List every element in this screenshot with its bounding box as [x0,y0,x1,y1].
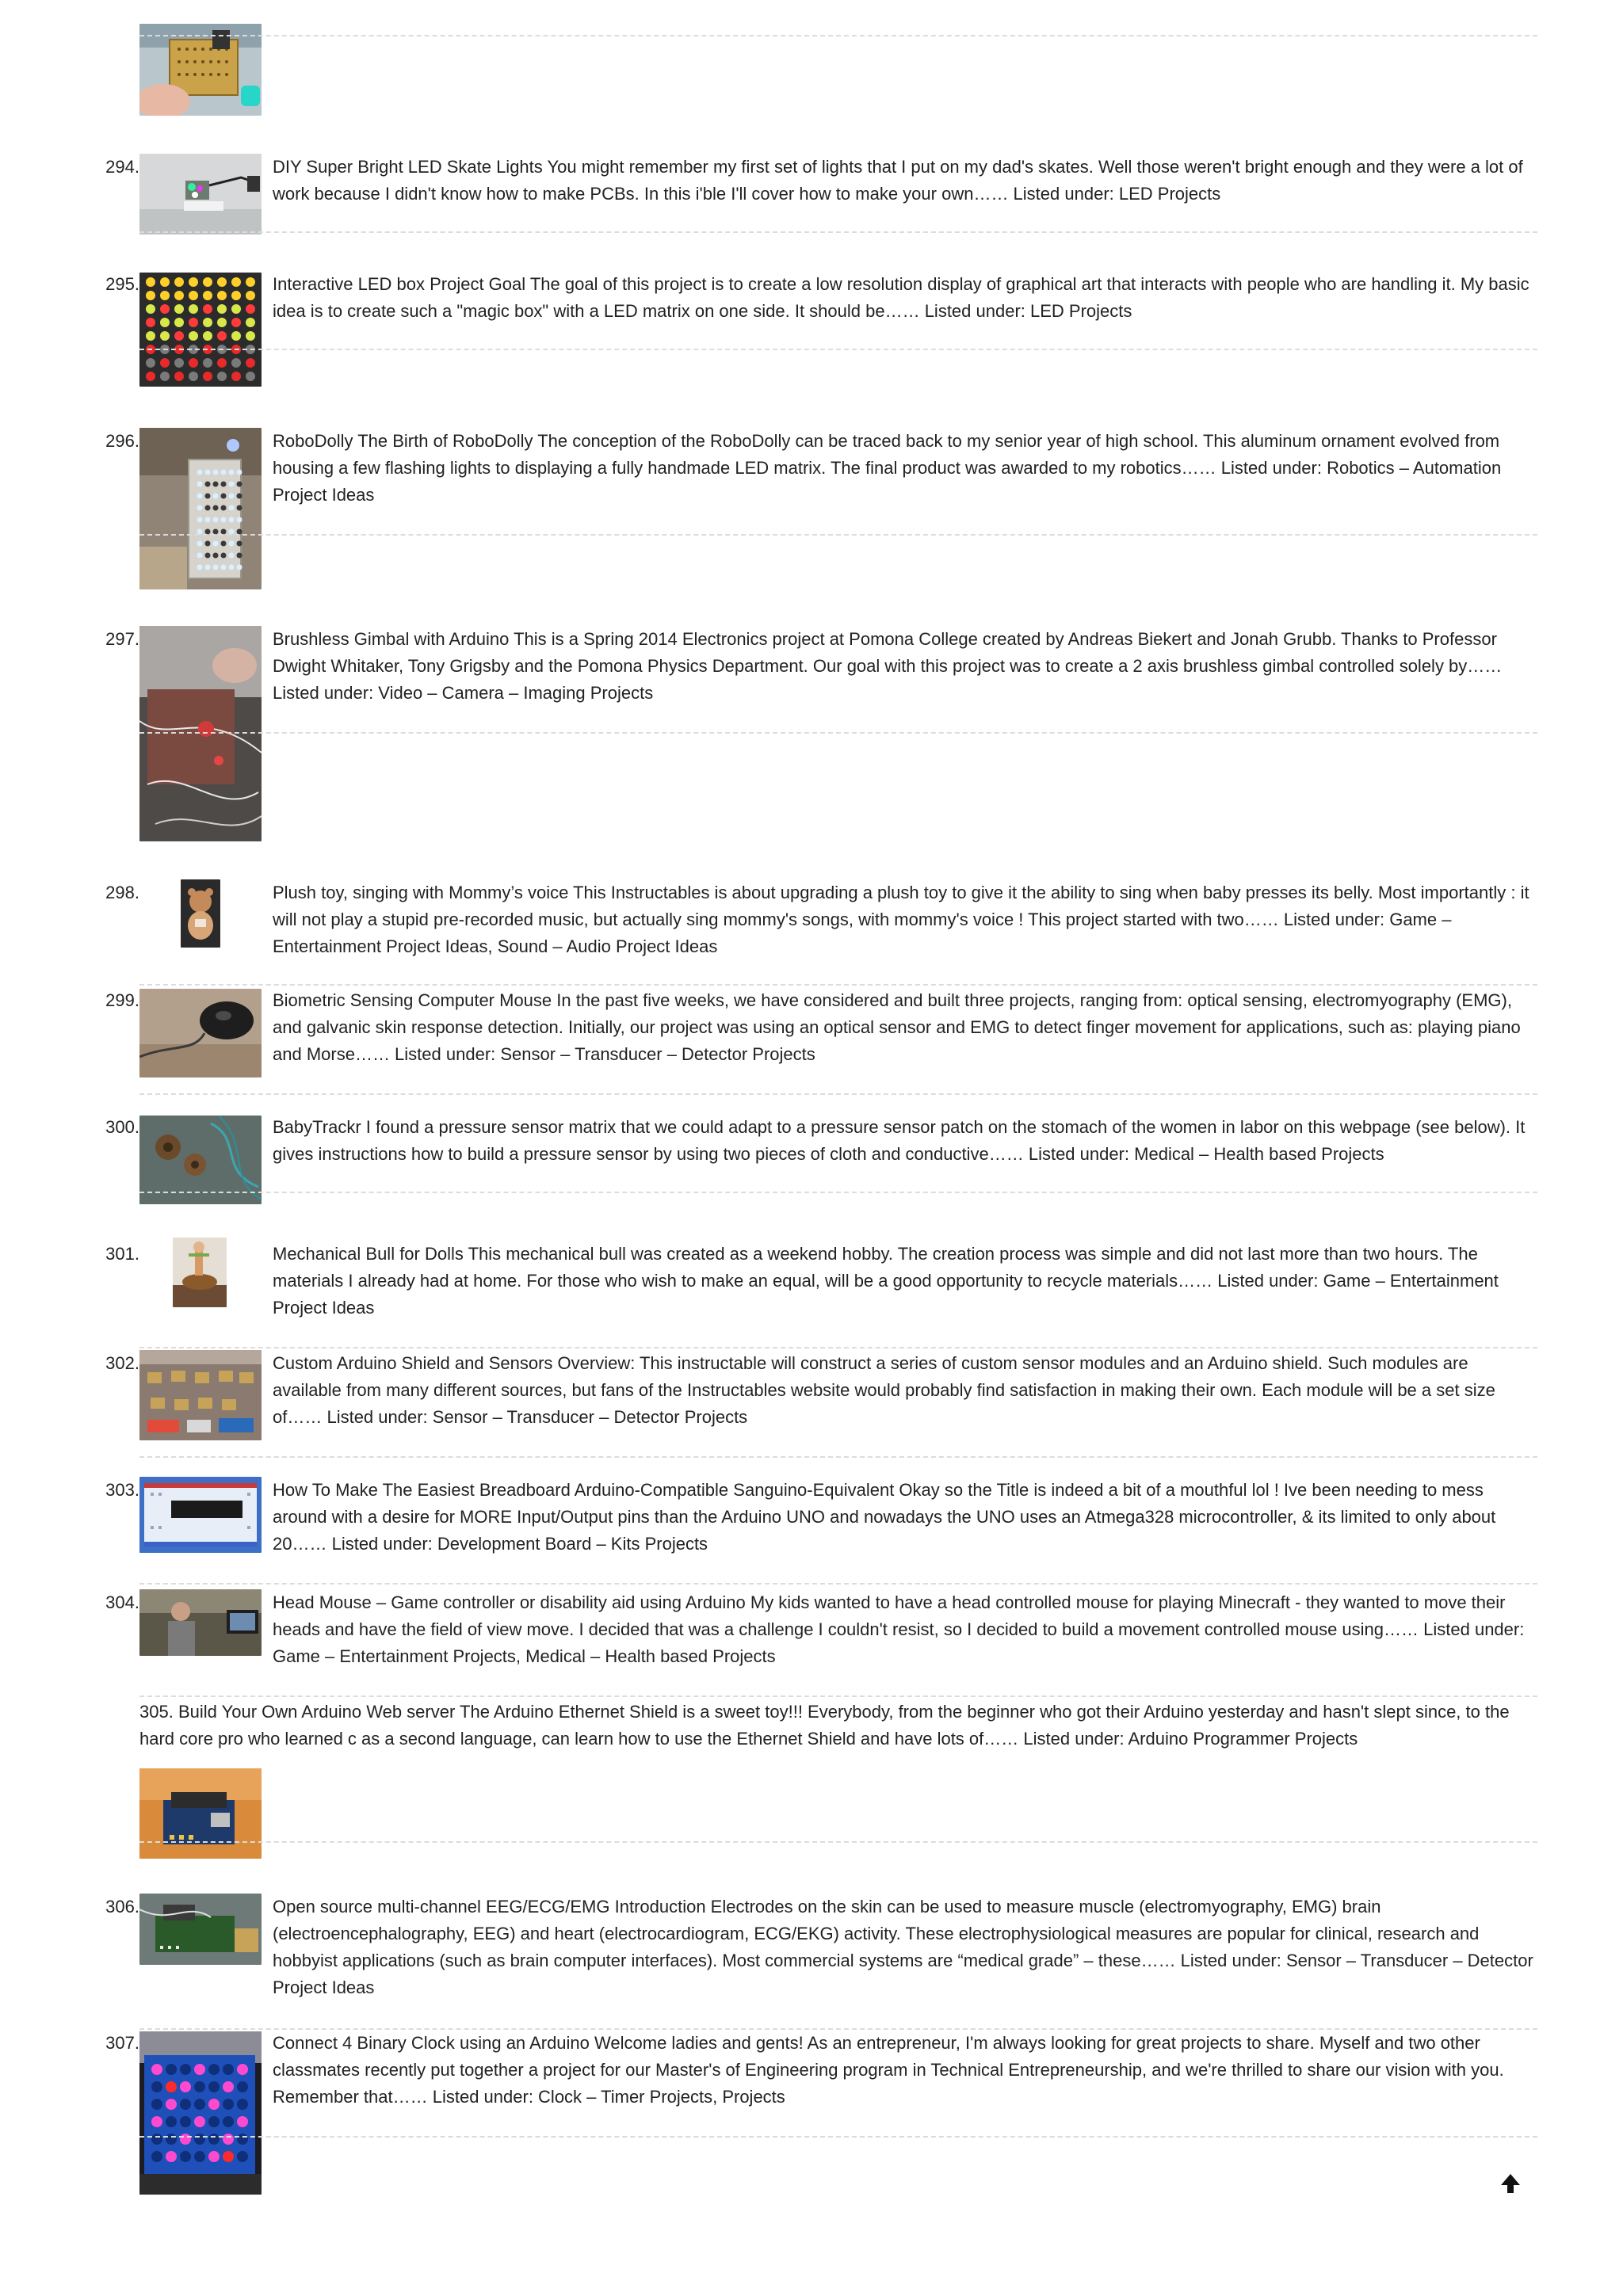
item-thumbnail[interactable] [139,1589,262,1656]
eeg-ecg-emg-board-image [139,1894,262,1965]
item-number: 300. [105,1117,139,1137]
item-thumbnail[interactable] [139,989,262,1077]
item-number: 297. [105,629,139,649]
item-thumbnail[interactable] [139,428,262,589]
arduino-shield-sensors-image [139,1350,262,1440]
item-thumbnail[interactable] [139,1350,262,1440]
item-thumbnail[interactable] [139,626,262,841]
separator [139,1583,1537,1585]
item-text: Build Your Own Arduino Web server The Arduino Ethernet Shield is a sweet toy!!! Everybody, from the beginner who got their Arduino yesterday and hasn't slept since, to the hard core pro who learned c as a second language, can learn how to use the Ethernet Shield and have lots of…… Listed under: Arduino Programmer Projects [139,1702,1510,1749]
item-description[interactable]: Head Mouse – Game controller or disability aid using Arduino My kids wanted to have a head controlled mouse for playing Minecraft - they wanted to move their heads and have the field of view move. I decided that was a challenge I couldn't resist, so I decided to build a movement controlled mouse using…… Listed under: Game – Entertainment Projects, Medical – Health based Projects [273,1592,1525,1666]
item-thumbnail[interactable] [139,1477,262,1553]
item-description[interactable]: Mechanical Bull for Dolls This mechanical bull was created as a weekend hobby. The creation process was simple and did not last more than two hours. The materials I already had at home. For those who wish to make an equal, will be a good opportunity to recycle materials…… Listed under: Game – Entertainment Project Ideas [273,1244,1499,1318]
mechanical-bull-image [173,1238,227,1307]
item-description[interactable]: How To Make The Easiest Breadboard Arduino-Compatible Sanguino-Equivalent Okay so the Title is indeed a bit of a mouthful lol ! Ive been needing to mess around with a desire for MORE Input/Output pins than the Arduino UNO and nowadays the UNO uses an Atmega328 microcontroller, & its limited to only about 20…… Listed under: Development Board – Kits Projects [273,1480,1496,1554]
separator [139,2136,1537,2138]
item-number: 306. [105,1897,139,1917]
pcb-board-image [139,24,262,116]
item-number: 298. [105,883,139,902]
breadboard-sanguino-image [139,1477,262,1553]
separator [139,35,1537,36]
item-description[interactable]: Connect 4 Binary Clock using an Arduino Welcome ladies and gents! As an entrepreneur, I'm always looking for great projects to share. Myself and two other classmates recently put together a project for our Master's of Engineering program in Technical Entrepreneurship, and we're thrilled to share our vision with you. Remember that…… Listed under: Clock – Timer Projects, Projects [273,2033,1504,2107]
item-number: 307. [105,2033,139,2053]
item-number: 301. [105,1244,139,1264]
item-thumbnail[interactable] [139,154,262,235]
robodolly-image [139,428,262,589]
led-matrix-box-image [139,273,262,387]
separator [139,1695,1537,1697]
separator [139,1093,1537,1095]
separator [139,349,1537,350]
arduino-web-server-image [139,1768,262,1859]
item-description[interactable] [139,1699,1542,1753]
brushless-gimbal-image [139,626,262,841]
item-number: 302. [105,1353,139,1373]
item-thumbnail[interactable] [139,273,262,387]
separator [139,1456,1537,1458]
item-description[interactable]: RoboDolly The Birth of RoboDolly The conception of the RoboDolly can be traced back to my senior year of high school. This aluminum ornament evolved from housing a few flashing lights to displaying a fully handmade LED matrix. The final product was awarded to my robotics…… Listed under: Robotics – Automation Project Ideas [273,431,1502,505]
back-to-top-button[interactable] [1496,2169,1525,2198]
item-number: 295. [105,274,139,294]
item-description[interactable]: Open source multi-channel EEG/ECG/EMG Introduction Electrodes on the skin can be used to measure muscle (electromyography, EMG) brain (electroencephalography, EEG) and heart (electrocardiogram, ECG/EKG) activity. These electrophysiological measures are popular for clinical, research and hobbyist applications (such as brain computer interfaces). Most commercial systems are “medical grade” – these…… Listed under: Sensor – Transducer – Detector Project Ideas [273,1897,1533,1997]
arrow-up-icon [1496,2169,1525,2198]
item-thumbnail[interactable] [173,1238,227,1307]
item-number: 304. [105,1592,139,1612]
item-thumbnail[interactable] [139,2031,262,2195]
item-number: 303. [105,1480,139,1500]
item-number: 296. [105,431,139,451]
item-thumbnail[interactable] [139,1768,262,1859]
head-mouse-image [139,1589,262,1656]
item-thumbnail[interactable] [139,1894,262,1965]
separator [139,231,1537,233]
plush-toy-image [181,879,220,948]
connect4-binary-clock-image [139,2031,262,2195]
item-description[interactable]: DIY Super Bright LED Skate Lights You might remember my first set of lights that I put on my dad's skates. Well those weren't bright enough and they were a lot of work because I didn't know how to make PCBs. In this i'ble I'll cover how to make your own…… Listed under: LED Projects [273,157,1523,204]
item-description[interactable]: BabyTrackr I found a pressure sensor matrix that we could adapt to a pressure sensor patch on the stomach of the women in labor on this webpage (see below). It gives instructions how to build a pressure sensor by using two pieces of cloth and conductive…… Listed under: Medical – Health based Projects [273,1117,1526,1164]
separator [139,732,1537,734]
separator [139,1192,1537,1193]
item-number: 305. [139,1702,174,1722]
item-thumbnail-prev[interactable] [139,24,262,116]
biometric-mouse-image [139,989,262,1077]
item-description[interactable]: Brushless Gimbal with Arduino This is a Spring 2014 Electronics project at Pomona College created by Andreas Biekert and Jonah Grubb. Thanks to Professor Dwight Whitaker, Tony Grigsby and the Pomona Physics Department. Our goal with this project was to create a 2 axis brushless gimbal controlled solely by…… Listed under: Video – Camera – Imaging Projects [273,629,1503,703]
item-description[interactable]: Biometric Sensing Computer Mouse In the past five weeks, we have considered and built three projects, ranging from: optical sensing, electromyography (EMG), and galvanic skin response detection. Initially, our project was using an optical sensor and EMG to detect finger movement for applications, such as: playing piano and Morse…… Listed under: Sensor – Transducer – Detector Projects [273,990,1521,1064]
item-thumbnail[interactable] [181,879,220,948]
item-description[interactable]: Plush toy, singing with Mommy’s voice This Instructables is about upgrading a plush toy to give it the ability to sing when baby presses its belly. Most importantly : it will not play a stupid pre-recorded music, but actually sing mommy's songs, with mommy's voice ! This project started with two…… Listed under: Game – Entertainment Project Ideas, Sound – Audio Project Ideas [273,883,1529,956]
separator [139,1841,1537,1843]
item-number: 299. [105,990,139,1010]
item-number: 294. [105,157,139,177]
item-description[interactable]: Custom Arduino Shield and Sensors Overview: This instructable will construct a series of custom sensor modules and an Arduino shield. Such modules are available from many different sources, but fans of the Instructables website would probably find satisfaction in making their own. Each module will be a set size of…… Listed under: Sensor – Transducer – Detector Projects [273,1353,1495,1427]
separator [139,984,1537,986]
led-skate-lights-image [139,154,262,235]
separator [139,534,1537,536]
separator [139,1347,1537,1348]
item-description[interactable]: Interactive LED box Project Goal The goal of this project is to create a low resolution display of graphical art that interacts with people who are handling it. My basic idea is to create such a "magic box" with a LED matrix on one side. It should be…… Listed under: LED Projects [273,274,1529,321]
